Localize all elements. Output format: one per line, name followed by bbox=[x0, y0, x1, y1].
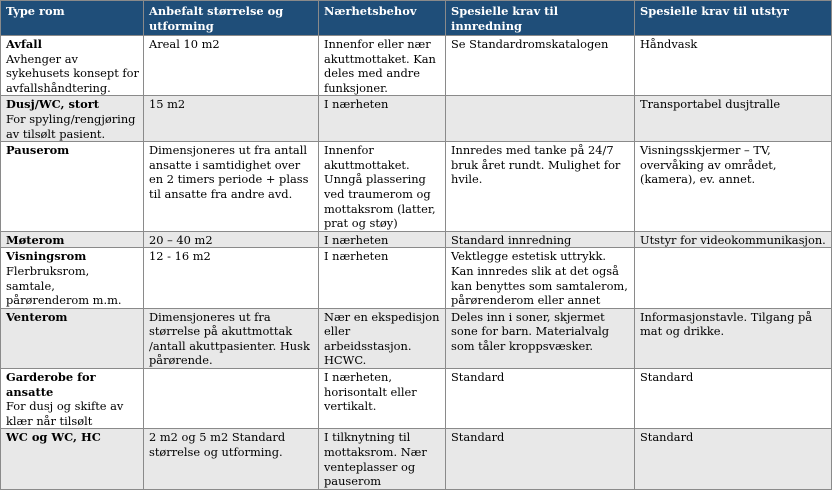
room-name: WC og WC, HC bbox=[6, 430, 101, 445]
equipment-cell: Utstyr for videokommunikasjon. bbox=[635, 231, 832, 248]
room-type-cell bbox=[1, 429, 144, 489]
interior-cell: Se Standardromskatalogen bbox=[446, 36, 635, 96]
room-type-cell bbox=[1, 36, 144, 96]
table-row bbox=[1, 248, 832, 308]
room-name: Visningsrom bbox=[6, 249, 87, 264]
room-description: For spyling/rengjøring av tilsølt pasient. bbox=[6, 111, 136, 141]
equipment-cell: Informasjonstavle. Tilgang på mat og drikke. bbox=[635, 308, 832, 368]
equipment-cell: Visningsskjermer – TV, overvåking av området, (kamera), ev. annet. bbox=[635, 142, 832, 232]
proximity-cell: Innenfor eller nær akuttmottaket. Kan deles med andre funksjoner. bbox=[319, 36, 446, 96]
proximity-cell: I nærheten, horisontalt eller vertikalt. bbox=[319, 369, 446, 429]
room-name: Møterom bbox=[6, 232, 65, 247]
table-row bbox=[1, 36, 832, 96]
size-cell: Dimensjoneres ut fra antall ansatte i samtidighet over en 2 timers periode + plass til ansatte fra andre avd. bbox=[144, 142, 319, 232]
size-cell: 20 – 40 m2 bbox=[144, 231, 319, 248]
table-row bbox=[1, 429, 832, 489]
equipment-cell: Standard bbox=[635, 369, 832, 429]
equipment-cell bbox=[635, 248, 832, 308]
table-row bbox=[1, 96, 832, 142]
size-cell: 15 m2 bbox=[144, 96, 319, 142]
size-cell: Dimensjoneres ut fra størrelse på akuttmottak /antall akuttpasienter. Husk pårørende. bbox=[144, 308, 319, 368]
room-description: Flerbruksrom, samtale, pårørenderom m.m. bbox=[6, 263, 122, 308]
header-room-type: Type rom bbox=[1, 1, 144, 36]
room-name: Venterom bbox=[6, 309, 68, 324]
room-type-cell bbox=[1, 369, 144, 429]
header-proximity-needs: Nærhetsbehov bbox=[319, 1, 446, 36]
interior-cell: Deles inn i soner, skjermet sone for barn. Materialvalg som tåler kroppsvæsker. bbox=[446, 308, 635, 368]
table-row bbox=[1, 231, 832, 248]
room-name: Garderobe for ansatte bbox=[6, 370, 96, 399]
equipment-cell: Standard bbox=[635, 429, 832, 489]
interior-cell: Standard bbox=[446, 369, 635, 429]
interior-cell: Vektlegge estetisk uttrykk. Kan innredes slik at det også kan benyttes som samtalerom, pårørenderom eller annet bbox=[446, 248, 635, 308]
interior-cell: Standard bbox=[446, 429, 635, 489]
proximity-cell: I nærheten bbox=[319, 248, 446, 308]
room-type-cell bbox=[1, 248, 144, 308]
interior-cell bbox=[446, 96, 635, 142]
size-cell: 2 m2 og 5 m2 Standard størrelse og utforming. bbox=[144, 429, 319, 489]
room-description: Avhenger av sykehusets konsept for avfallshåndtering. bbox=[6, 51, 139, 95]
proximity-cell: I tilknytning til mottaksrom. Nær venteplasser og pauserom bbox=[319, 429, 446, 489]
table-row bbox=[1, 308, 832, 368]
size-cell bbox=[144, 369, 319, 429]
room-description: For dusj og skifte av klær når tilsølt bbox=[6, 399, 124, 428]
room-name: Pauserom bbox=[6, 143, 70, 158]
room-type-cell bbox=[1, 142, 144, 232]
size-cell: Areal 10 m2 bbox=[144, 36, 319, 96]
proximity-cell: Innenfor akuttmottaket. Unngå plassering ved traumerom og mottaksrom (latter, prat og støy) bbox=[319, 142, 446, 232]
room-type-cell bbox=[1, 308, 144, 368]
proximity-cell: I nærheten bbox=[319, 96, 446, 142]
interior-cell: Innredes med tanke på 24/7 bruk året rundt. Mulighet for hvile. bbox=[446, 142, 635, 232]
proximity-cell: Nær en ekspedisjon eller arbeidsstasjon. HCWC. bbox=[319, 308, 446, 368]
equipment-cell: Transportabel dusjtralle bbox=[635, 96, 832, 142]
size-cell: 12 - 16 m2 bbox=[144, 248, 319, 308]
header-row bbox=[1, 1, 832, 36]
proximity-cell: I nærheten bbox=[319, 231, 446, 248]
header-interior-requirements: Spesielle krav til innredning bbox=[446, 1, 635, 36]
room-type-cell bbox=[1, 231, 144, 248]
room-name: Avfall bbox=[6, 37, 42, 51]
room-name: Dusj/WC, stort bbox=[6, 97, 99, 112]
header-recommended-size: Anbefalt størrelse og utforming bbox=[144, 1, 319, 36]
table-row bbox=[1, 142, 832, 232]
room-type-cell bbox=[1, 96, 144, 142]
header-equipment-requirements: Spesielle krav til utstyr bbox=[635, 1, 832, 36]
interior-cell: Standard innredning bbox=[446, 231, 635, 248]
table-row bbox=[1, 369, 832, 429]
equipment-cell: Håndvask bbox=[635, 36, 832, 96]
